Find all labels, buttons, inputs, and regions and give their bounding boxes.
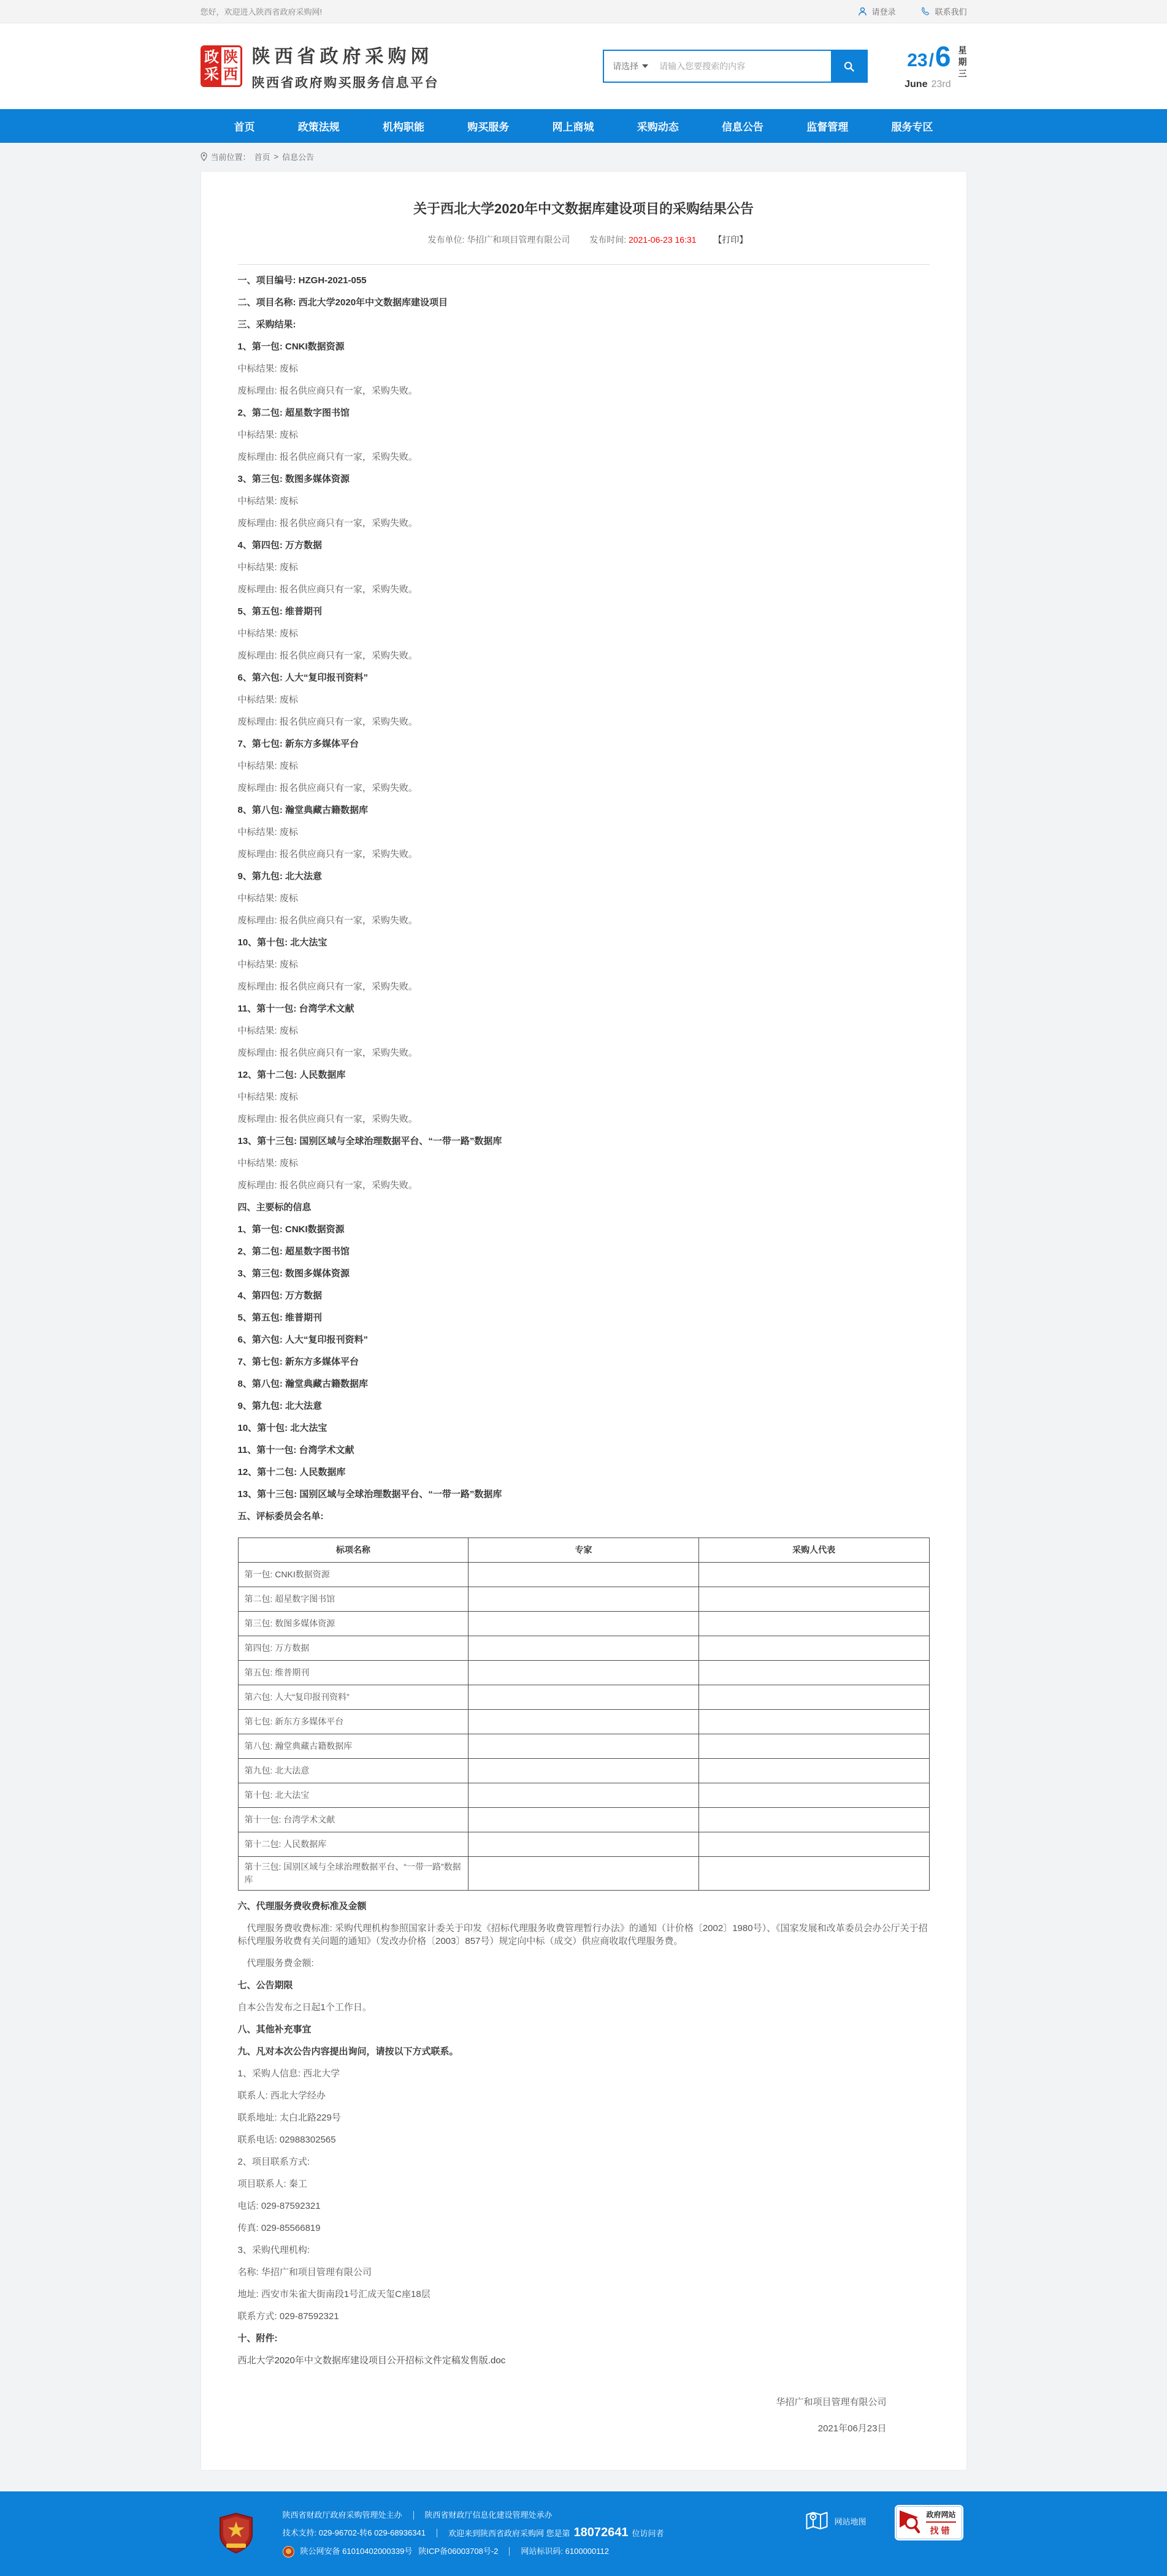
signature-date: 2021年06月23日 bbox=[817, 2423, 887, 2434]
table-row bbox=[238, 1808, 929, 1832]
table-cell: 第一包: CNKI数据资源 bbox=[238, 1563, 469, 1587]
table-cell bbox=[698, 1783, 929, 1808]
table-cell bbox=[469, 1612, 699, 1636]
nav-item-announcements[interactable]: 信息公告 bbox=[722, 121, 763, 133]
table-cell bbox=[698, 1661, 929, 1685]
table-cell: 第八包: 瀚堂典藏古籍数据库 bbox=[238, 1734, 469, 1759]
article-heading: 五、评标委员会名单: bbox=[237, 1511, 324, 1522]
article-paragraph: 废标理由: 报名供应商只有一家，采购失败。 bbox=[237, 518, 418, 528]
article-paragraph: 废标理由: 报名供应商只有一家，采购失败。 bbox=[237, 386, 418, 396]
article-paragraph: 中标结果: 废标 bbox=[237, 695, 298, 705]
article-paragraph: 代理服务费收费标准: 采购代理机构参照国家计委关于印发《招标代理服务收费管理暂行办法》的通知（计价格〔2002〕1980号）、《国家发展和改革委员会办公厅关于招标代理服务收费有关问题的通知》（发改办价格〔2003〕857号）规定向中标（成交）供应商收取代理服务费。 bbox=[237, 1923, 928, 1946]
article-heading: 13、第十三包: 国别区域与全球治理数据平台、“一带一路”数据库 bbox=[237, 1489, 502, 1499]
contact-link[interactable]: 联系我们 bbox=[921, 6, 966, 17]
table-header-cell: 专家 bbox=[469, 1538, 699, 1563]
table-row bbox=[238, 1563, 929, 1587]
article-heading: 6、第六包: 人大“复印报刊资料” bbox=[237, 1335, 369, 1345]
footer-tech-support: 技术支持: 029-96702-转6 029-68936341 bbox=[282, 2528, 426, 2537]
article-paragraph: 废标理由: 报名供应商只有一家，采购失败。 bbox=[237, 981, 418, 992]
article-heading: 8、第八包: 瀚堂典藏古籍数据库 bbox=[237, 1379, 369, 1389]
announcement-card bbox=[201, 171, 967, 2471]
title-divider bbox=[238, 264, 930, 265]
publisher-label: 发布单位: bbox=[427, 235, 465, 245]
table-cell bbox=[469, 1832, 699, 1857]
table-cell bbox=[698, 1612, 929, 1636]
table-cell bbox=[698, 1832, 929, 1857]
article-heading: 1、第一包: CNKI数据资源 bbox=[237, 341, 345, 352]
article-heading: 7、第七包: 新东方多媒体平台 bbox=[237, 1357, 359, 1367]
nav-item-functions[interactable]: 机构职能 bbox=[383, 121, 424, 133]
article-heading: 1、第一包: CNKI数据资源 bbox=[237, 1224, 345, 1235]
article-paragraph: 中标结果: 废标 bbox=[237, 1026, 298, 1036]
user-icon bbox=[858, 7, 867, 16]
table-cell: 第十三包: 国别区域与全球治理数据平台、“一带一路”数据库 bbox=[238, 1857, 469, 1891]
table-cell: 第四包: 万方数据 bbox=[238, 1636, 469, 1661]
breadcrumb-home[interactable]: 首页 bbox=[254, 153, 270, 162]
article-heading: 7、第七包: 新东方多媒体平台 bbox=[237, 739, 359, 749]
article-paragraph: 自本公告发布之日起1个工作日。 bbox=[237, 2002, 372, 2013]
login-link[interactable]: 请登录 bbox=[858, 6, 895, 17]
article-heading: 10、第十包: 北大法宝 bbox=[237, 1423, 327, 1433]
article-heading: 13、第十三包: 国别区域与全球治理数据平台、“一带一路”数据库 bbox=[237, 1136, 502, 1146]
signature-company: 华招广和项目管理有限公司 bbox=[776, 2397, 887, 2407]
table-cell bbox=[698, 1710, 929, 1734]
table-cell bbox=[469, 1759, 699, 1783]
footer-welcome: 欢迎来到陕西省政府采购网 您是第 18072641 位访问者 bbox=[448, 2525, 664, 2539]
article-heading: 9、第九包: 北大法意 bbox=[237, 871, 323, 882]
table-cell bbox=[469, 1563, 699, 1587]
weekday-label: 星 期 三 bbox=[958, 45, 967, 78]
nav-item-policies[interactable]: 政策法规 bbox=[297, 121, 340, 133]
nav-item-home[interactable]: 首页 bbox=[234, 121, 255, 133]
article-heading: 8、第八包: 瀚堂典藏古籍数据库 bbox=[237, 805, 369, 815]
location-pin-icon bbox=[201, 152, 207, 161]
article-paragraph: 废标理由: 报名供应商只有一家，采购失败。 bbox=[237, 452, 418, 462]
search-button[interactable] bbox=[831, 51, 867, 82]
table-row bbox=[238, 1710, 929, 1734]
article-paragraph: 中标结果: 废标 bbox=[237, 628, 298, 639]
footer-undertaker: 陕西省财政厅信息化建设管理处承办 bbox=[424, 2510, 553, 2520]
footer-gongan-number[interactable]: 陕公网安备 61010402000339号 bbox=[300, 2547, 413, 2556]
phone-icon bbox=[921, 7, 930, 16]
article-heading: 9、第九包: 北大法意 bbox=[237, 1401, 323, 1411]
breadcrumb-current[interactable]: 信息公告 bbox=[282, 153, 315, 162]
table-cell bbox=[698, 1759, 929, 1783]
article-paragraph: 中标结果: 废标 bbox=[237, 496, 298, 506]
table-row bbox=[238, 1612, 929, 1636]
article-heading: 11、第十一包: 台湾学术文献 bbox=[237, 1004, 354, 1014]
table-cell: 第六包: 人大“复印报刊资料” bbox=[238, 1685, 469, 1710]
page-title: 关于西北大学2020年中文数据库建设项目的采购结果公告 bbox=[413, 201, 754, 216]
publish-time-value: 2021-06-23 16:31 bbox=[629, 235, 697, 245]
error-finder-icon bbox=[899, 2509, 920, 2536]
print-button[interactable]: 【打印】 bbox=[713, 235, 748, 245]
article-paragraph: 废标理由: 报名供应商只有一家，采购失败。 bbox=[237, 584, 418, 595]
article-paragraph: 中标结果: 废标 bbox=[237, 430, 298, 440]
table-row bbox=[238, 1734, 929, 1759]
sitemap-link[interactable]: 网站地图 bbox=[806, 2511, 866, 2531]
table-cell bbox=[698, 1685, 929, 1710]
table-header-cell: 采购人代表 bbox=[698, 1538, 929, 1563]
article-paragraph: 3、采购代理机构: bbox=[237, 2245, 310, 2255]
article-paragraph: 联系人: 西北大学经办 bbox=[237, 2090, 326, 2101]
table-cell bbox=[469, 1734, 699, 1759]
table-cell bbox=[469, 1857, 699, 1891]
article-paragraph: 废标理由: 报名供应商只有一家，采购失败。 bbox=[237, 1114, 418, 1124]
site-footer bbox=[0, 2491, 1167, 2576]
article-heading: 六、代理服务费收费标准及金额 bbox=[237, 1901, 367, 1911]
article-paragraph: 废标理由: 报名供应商只有一家，采购失败。 bbox=[237, 915, 418, 926]
footer-text bbox=[283, 2510, 664, 2558]
evaluation-committee-table bbox=[238, 1538, 930, 1891]
article-heading: 二、项目名称: 西北大学2020年中文数据库建设项目 bbox=[237, 297, 448, 308]
nav-item-service-zone[interactable]: 服务专区 bbox=[891, 121, 933, 133]
article-heading: 2、第二包: 超星数字图书馆 bbox=[237, 408, 350, 418]
article-paragraph: 中标结果: 废标 bbox=[237, 562, 298, 573]
article-paragraph: 联系地址: 太白北路229号 bbox=[237, 2113, 341, 2123]
table-row bbox=[238, 1636, 929, 1661]
article-heading: 三、采购结果: bbox=[237, 319, 296, 330]
article-heading: 2、第二包: 超星数字图书馆 bbox=[237, 1246, 350, 1257]
article-paragraph: 名称: 华招广和项目管理有限公司 bbox=[237, 2267, 372, 2277]
table-row bbox=[238, 1759, 929, 1783]
table-row bbox=[238, 1587, 929, 1612]
welcome-text: 您好，欢迎进入陕西省政府采购网! bbox=[200, 7, 323, 17]
article-heading: 5、第五包: 维普期刊 bbox=[237, 606, 323, 617]
article-heading: 6、第六包: 人大“复印报刊资料” bbox=[237, 673, 369, 683]
article-heading: 一、项目编号: HZGH-2021-055 bbox=[237, 275, 367, 286]
footer-site-code: 网站标识码: 6100000112 bbox=[521, 2547, 609, 2556]
attachment-link[interactable]: 西北大学2020年中文数据库建设项目公开招标文件定稿发售版.doc bbox=[237, 2355, 506, 2366]
table-cell bbox=[469, 1587, 699, 1612]
search-category-select[interactable]: 请选择 bbox=[604, 51, 657, 82]
nav-item-purchase-service[interactable]: 购买服务 bbox=[467, 121, 510, 133]
publish-time-label: 发布时间: bbox=[589, 235, 627, 245]
site-subtitle: 陕西省政府购买服务信息平台 bbox=[251, 76, 439, 90]
article-heading: 11、第十一包: 台湾学术文献 bbox=[237, 1445, 354, 1455]
table-header-cell: 标项名称 bbox=[238, 1538, 469, 1563]
table-cell bbox=[698, 1808, 929, 1832]
nav-item-supervision[interactable]: 监督管理 bbox=[806, 121, 849, 133]
table-cell bbox=[698, 1857, 929, 1891]
article-paragraph: 废标理由: 报名供应商只有一家，采购失败。 bbox=[237, 783, 418, 793]
article-heading: 12、第十二包: 人民数据库 bbox=[237, 1070, 346, 1080]
publisher-value: 华招广和项目管理有限公司 bbox=[467, 235, 570, 245]
table-cell: 第五包: 维普期刊 bbox=[238, 1661, 469, 1685]
chevron-down-icon bbox=[642, 64, 648, 68]
top-bar bbox=[0, 0, 1167, 23]
article-heading: 5、第五包: 维普期刊 bbox=[237, 1313, 323, 1323]
announcement-meta bbox=[238, 234, 930, 246]
search-input[interactable] bbox=[657, 51, 831, 82]
table-cell bbox=[469, 1710, 699, 1734]
article-heading: 4、第四包: 万方数据 bbox=[237, 1290, 323, 1301]
site-header bbox=[0, 23, 1167, 109]
table-row bbox=[238, 1685, 929, 1710]
article-paragraph: 中标结果: 废标 bbox=[237, 827, 298, 837]
nav-item-procurement-news[interactable]: 采购动态 bbox=[637, 121, 679, 133]
article-heading: 十、附件: bbox=[237, 2333, 278, 2344]
breadcrumb: 当前位置： 首页 > 信息公告 bbox=[0, 143, 1167, 169]
nav-item-online-mall[interactable]: 网上商城 bbox=[552, 121, 594, 133]
site-title: 陕西省政府采购网 bbox=[251, 47, 434, 67]
table-cell bbox=[469, 1685, 699, 1710]
table-cell: 第二包: 超星数字图书馆 bbox=[238, 1587, 469, 1612]
date-month: 6 bbox=[935, 40, 951, 72]
government-emblem-icon bbox=[219, 2513, 253, 2555]
article-paragraph: 中标结果: 废标 bbox=[237, 959, 298, 970]
table-cell bbox=[469, 1636, 699, 1661]
table-cell bbox=[469, 1661, 699, 1685]
table-row bbox=[238, 1661, 929, 1685]
article-heading: 九、凡对本次公告内容提出询问，请按以下方式联系。 bbox=[237, 2046, 459, 2057]
article-paragraph: 废标理由: 报名供应商只有一家，采购失败。 bbox=[237, 849, 418, 859]
article-heading: 4、第四包: 万方数据 bbox=[237, 540, 323, 551]
article-paragraph: 电话: 029-87592321 bbox=[237, 2201, 321, 2211]
article-paragraph: 废标理由: 报名供应商只有一家，采购失败。 bbox=[237, 650, 418, 661]
table-cell: 第十二包: 人民数据库 bbox=[238, 1832, 469, 1857]
article-paragraph: 2、项目联系方式: bbox=[237, 2157, 310, 2167]
table-cell bbox=[698, 1563, 929, 1587]
site-logo: 政 采 陕 西 bbox=[201, 45, 242, 87]
table-cell: 第七包: 新东方多媒体平台 bbox=[238, 1710, 469, 1734]
gov-site-error-report-badge[interactable]: 政府网站 找错 bbox=[895, 2505, 963, 2540]
map-icon bbox=[806, 2511, 828, 2531]
footer-icp-number[interactable]: 陕ICP备06003708号-2 bbox=[418, 2547, 499, 2556]
article-paragraph: 联系电话: 02988302565 bbox=[237, 2135, 336, 2145]
article-heading: 七、公告期限 bbox=[237, 1980, 293, 1991]
table-cell bbox=[469, 1783, 699, 1808]
footer-organizer: 陕西省财政厅政府采购管理处主办 bbox=[282, 2510, 402, 2520]
table-row bbox=[238, 1832, 929, 1857]
article-paragraph: 中标结果: 废标 bbox=[237, 1092, 298, 1102]
search-box bbox=[603, 50, 868, 83]
article-paragraph: 地址: 西安市朱雀大街南段1号汇成天玺C座18层 bbox=[237, 2289, 430, 2300]
main-nav bbox=[0, 109, 1167, 143]
table-row bbox=[238, 1857, 929, 1891]
visitor-count: 18072641 bbox=[573, 2525, 629, 2539]
article-paragraph: 废标理由: 报名供应商只有一家，采购失败。 bbox=[237, 1048, 418, 1058]
table-cell: 第十包: 北大法宝 bbox=[238, 1783, 469, 1808]
signature-block bbox=[238, 2395, 930, 2434]
article-paragraph: 废标理由: 报名供应商只有一家，采购失败。 bbox=[237, 1180, 418, 1191]
table-cell bbox=[698, 1636, 929, 1661]
table-cell: 第九包: 北大法意 bbox=[238, 1759, 469, 1783]
table-cell bbox=[698, 1587, 929, 1612]
article-heading: 12、第十二包: 人民数据库 bbox=[237, 1467, 346, 1477]
date-widget: 23/6 June 23rd 星 期 三 bbox=[905, 40, 967, 90]
article-heading: 10、第十包: 北大法宝 bbox=[237, 937, 327, 948]
article-paragraph: 中标结果: 废标 bbox=[237, 1158, 298, 1168]
table-cell: 第三包: 数图多媒体资源 bbox=[238, 1612, 469, 1636]
table-row bbox=[238, 1783, 929, 1808]
article-heading: 3、第三包: 数图多媒体资源 bbox=[237, 1268, 350, 1279]
table-cell: 第十一包: 台湾学术文献 bbox=[238, 1808, 469, 1832]
date-english: June 23rd bbox=[905, 79, 951, 90]
article-paragraph: 废标理由: 报名供应商只有一家，采购失败。 bbox=[237, 717, 418, 727]
article-heading: 四、主要标的信息 bbox=[237, 1202, 312, 1213]
article-paragraph: 中标结果: 废标 bbox=[237, 893, 298, 904]
article-paragraph: 中标结果: 废标 bbox=[237, 761, 298, 771]
public-security-badge-icon bbox=[283, 2546, 294, 2558]
article-paragraph: 1、采购人信息: 西北大学 bbox=[237, 2068, 340, 2079]
article-paragraph: 代理服务费金额: bbox=[247, 1958, 314, 1968]
article-paragraph: 中标结果: 废标 bbox=[237, 364, 298, 374]
footer-divider bbox=[509, 2547, 510, 2556]
article-paragraph: 联系方式: 029-87592321 bbox=[237, 2311, 339, 2322]
article-paragraph: 传真: 029-85566819 bbox=[237, 2223, 321, 2233]
article bbox=[238, 274, 930, 2367]
search-icon bbox=[843, 61, 855, 72]
article-heading: 3、第三包: 数图多媒体资源 bbox=[237, 474, 350, 484]
article-heading: 八、其他补充事宜 bbox=[237, 2024, 312, 2035]
article-paragraph: 项目联系人: 秦工 bbox=[237, 2179, 307, 2189]
footer-divider bbox=[413, 2511, 414, 2520]
table-cell bbox=[698, 1734, 929, 1759]
date-day: 23 bbox=[907, 50, 928, 70]
table-cell bbox=[469, 1808, 699, 1832]
